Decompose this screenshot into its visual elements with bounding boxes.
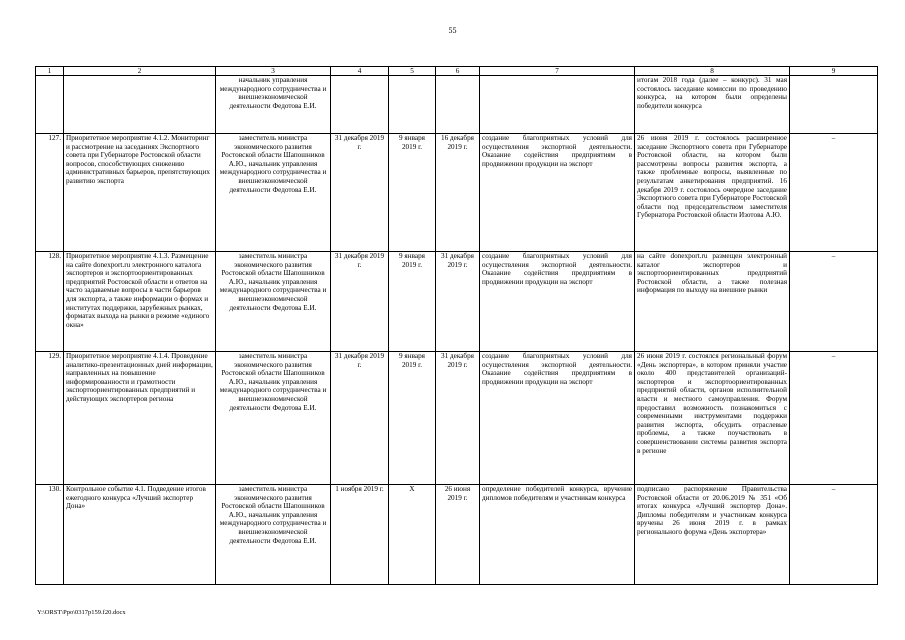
table-row <box>36 252 878 352</box>
planned-end-date: 1 ноября 2019 г. <box>331 485 389 585</box>
table-row <box>36 352 878 485</box>
actual-start-date: 9 января 2019 г. <box>389 134 436 252</box>
deviation-reason: – <box>790 352 878 485</box>
expected-result: создание благоприятных условий для осуществления экспортной деятельности. Оказание содействия предприятиям в продвижении продукции на экспорт <box>480 134 635 252</box>
column-number: 1 <box>36 67 64 76</box>
actual-start-date <box>389 76 436 134</box>
actual-result: итогам 2018 года (далее – конкурс). 31 мая состоялось заседание комиссии по проведению конкурса, на котором были определены победители конкурса <box>635 76 790 134</box>
actual-result: 26 июня 2019 г. состоялся региональный форум «День экспортера», в котором приняли участие около 400 представителей организаций-экспортеров и экспортоориентированных предприятий области, органов исполнительной власти и местного самоуправления. Форум предоставил возможность познакомиться с современными инструментами поддержки развития экспорта, обсудить отраслевые проблемы, а также поучаствовать в совершенствовании системы развития экспорта в регионе <box>635 352 790 485</box>
page-number: 55 <box>448 26 457 35</box>
responsible-person: заместитель министра экономического развития Ростовской области Шапошников А.Ю., начальник управления международного сотрудничества и внешнеэкономической деятельности Федотова Е.И. <box>216 352 331 485</box>
column-number: 9 <box>790 67 878 76</box>
row-number <box>36 76 64 134</box>
report-table <box>35 66 878 585</box>
responsible-person: заместитель министра экономического развития Ростовской области Шапошников А.Ю., начальник управления международного сотрудничества и внешнеэкономической деятельности Федотова Е.И. <box>216 485 331 585</box>
column-number: 2 <box>64 67 216 76</box>
planned-end-date <box>331 76 389 134</box>
actual-end-date: 31 декабря 2019 г. <box>436 352 480 485</box>
column-number: 8 <box>635 67 790 76</box>
actual-end-date: 31 декабря 2019 г. <box>436 252 480 352</box>
expected-result: определение победителей конкурса, вручение дипломов победителям и участникам конкурса <box>480 485 635 585</box>
row-number: 128. <box>36 252 64 352</box>
actual-result: на сайте donexport.ru размещен электронный каталог экспортеров и экспортоориентированных предприятий Ростовской области, а также полезная информация по выходу на внешние рынки <box>635 252 790 352</box>
row-number: 130. <box>36 485 64 585</box>
planned-end-date: 31 декабря 2019 г. <box>331 352 389 485</box>
deviation-reason: – <box>790 252 878 352</box>
responsible-person: заместитель министра экономического развития Ростовской области Шапошников А.Ю., начальник управления международного сотрудничества и внешнеэкономической деятельности Федотова Е.И. <box>216 134 331 252</box>
actual-end-date: 26 июня 2019 г. <box>436 485 480 585</box>
column-number-row <box>36 67 878 76</box>
column-number: 6 <box>436 67 480 76</box>
actual-result: 26 июня 2019 г. состоялось расширенное заседание Экспортного совета при Губернаторе Ростовской области, на котором были рассмотрены вопросы развития экспорта, а также проблемные вопросы, выявленные по результатам анкетирования предприятий. 16 декабря 2019 г. состоялось очередное заседание Экспортного совета при Губернаторе Ростовской области под председательством заместителя Губернатора Ростовской области Изотова А.Ю. <box>635 134 790 252</box>
row-number: 129. <box>36 352 64 485</box>
planned-end-date: 31 декабря 2019 г. <box>331 252 389 352</box>
file-path: Y:\ORST\Ppo\0317p159.f20.docx <box>37 609 126 616</box>
actual-end-date: 16 декабря 2019 г. <box>436 134 480 252</box>
deviation-reason: – <box>790 485 878 585</box>
column-number: 7 <box>480 67 635 76</box>
responsible-person: заместитель министра экономического развития Ростовской области Шапошников А.Ю., начальник управления международного сотрудничества и внешнеэкономической деятельности Федотова Е.И. <box>216 252 331 352</box>
expected-result: создание благоприятных условий для осуществления экспортной деятельности. Оказание содействия предприятиям в продвижении продукции на экспорт <box>480 352 635 485</box>
event-name: Приоритетное мероприятие 4.1.4. Проведение аналитико-презентационных дней информации, направленных на повышение информированности и грамотности экспортоориентированных предприятий и действующих экспортеров региона <box>64 352 216 485</box>
event-name: Контрольное событие 4.1. Подведение итогов ежегодного конкурса «Лучший экспортер Дона» <box>64 485 216 585</box>
row-number: 127. <box>36 134 64 252</box>
actual-end-date <box>436 76 480 134</box>
column-number: 5 <box>389 67 436 76</box>
actual-start-date: Х <box>389 485 436 585</box>
deviation-reason: – <box>790 134 878 252</box>
event-name <box>64 76 216 134</box>
planned-end-date: 31 декабря 2019 г. <box>331 134 389 252</box>
expected-result: создание благоприятных условий для осуществления экспортной деятельности. Оказание содействия предприятиям в продвижении продукции на экспорт <box>480 252 635 352</box>
table-row <box>36 76 878 134</box>
responsible-person: начальник управления международного сотрудничества и внешнеэкономической деятельности Федотова Е.И. <box>216 76 331 134</box>
column-number: 3 <box>216 67 331 76</box>
deviation-reason <box>790 76 878 134</box>
actual-result: подписано распоряжение Правительства Ростовской области от 20.06.2019 № 351 «Об итогах конкурса «Лучший экспортер Дона». Дипломы победителям и участникам конкурса вручены 26 июня 2019 г. в рамках регионального форума «День экспортера» <box>635 485 790 585</box>
table-row <box>36 485 878 585</box>
table-row <box>36 134 878 252</box>
event-name: Приоритетное мероприятие 4.1.3. Размещение на сайте donexport.ru электронного каталога экспортеров и экспортоориентированных предприятий Ростовской области и ответов на часто задаваемые вопросы в части барьеров для экспорта, а также информации о формах и институтах поддержки, зарубежных рынках, форматах выхода на рынки в режиме «единого окна» <box>64 252 216 352</box>
actual-start-date: 9 января 2019 г. <box>389 352 436 485</box>
actual-start-date: 9 января 2019 г. <box>389 252 436 352</box>
expected-result <box>480 76 635 134</box>
column-number: 4 <box>331 67 389 76</box>
event-name: Приоритетное мероприятие 4.1.2. Мониторинг и рассмотрение на заседаниях Экспортного совета при Губернаторе Ростовской области вопросов, способствующих снижению административных барьеров, препятствующих развитию экспорта <box>64 134 216 252</box>
